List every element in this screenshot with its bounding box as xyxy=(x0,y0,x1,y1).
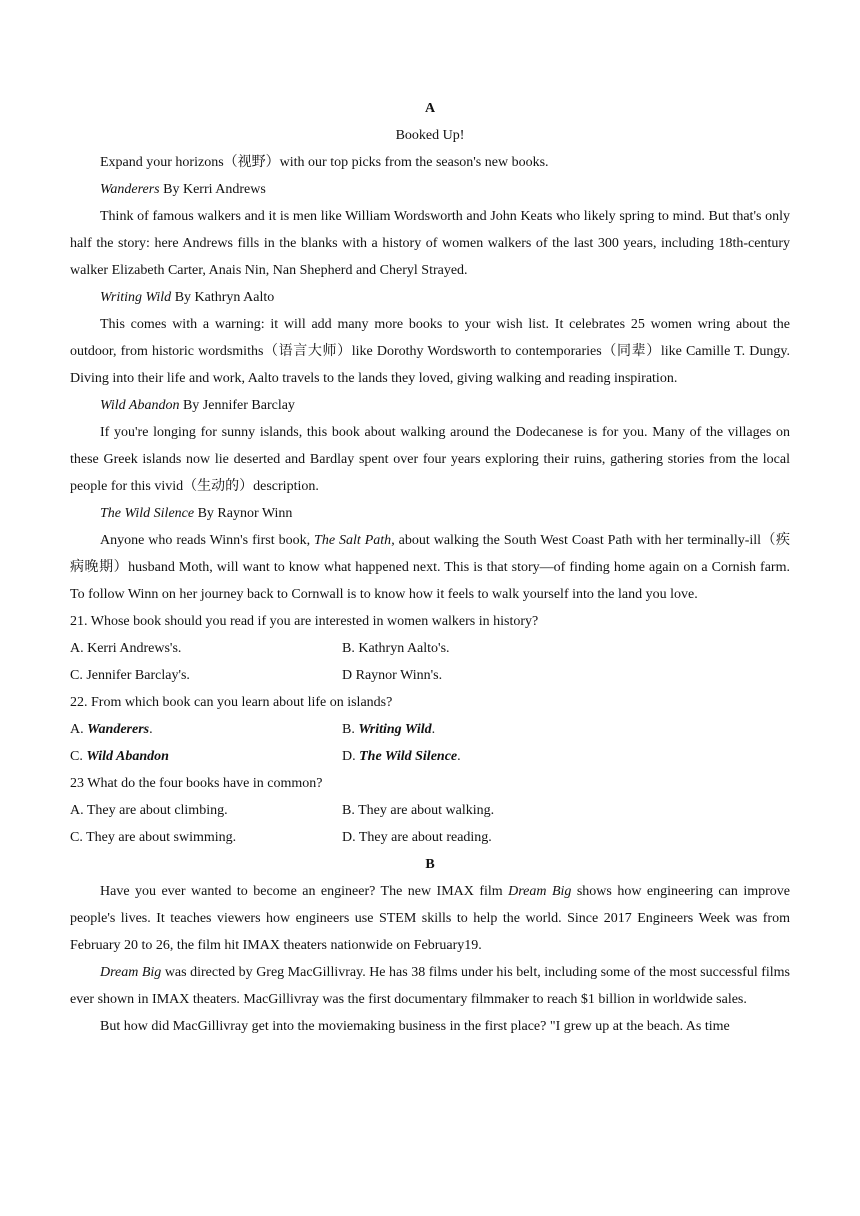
question-stem: 22. From which book can you learn about life on islands? xyxy=(70,695,393,710)
option-c xyxy=(70,743,342,770)
text-segment: Have you ever wanted to become an engineer? The new IMAX film xyxy=(100,884,509,899)
book-author: By Kerri Andrews xyxy=(159,182,266,197)
book-title: Writing Wild xyxy=(100,290,172,305)
option-text: Wanderers xyxy=(87,722,150,737)
book-heading xyxy=(70,392,790,419)
text-segment: Anyone who reads Winn's first book, xyxy=(100,533,315,548)
book-title: Wanderers xyxy=(100,182,160,197)
option-a: A. Kerri Andrews's. xyxy=(70,641,182,656)
text-segment: was directed by Greg MacGillivray. He has 38 films under his belt, including some of the most successful films ever shown in IMAX theaters. MacGillivray was the first documentary filmmaker to reach $1 billion in worldwide sales. xyxy=(70,965,790,1007)
option-punct: . xyxy=(457,749,461,764)
book-heading xyxy=(70,176,790,203)
book-heading xyxy=(70,500,790,527)
book-description: This comes with a warning: it will add many more books to your wish list. It celebrates 25 women wring about the outdoor, from historic wordsmiths（语言大师）like Dorothy Wordsworth to contemporaries（同辈）like Camille T. Dungy. Diving into their life and work, Aalto travels to the lands they loved, giving walking and reading inspiration. xyxy=(70,317,790,386)
passage-b-paragraph: But how did MacGillivray get into the moviemaking business in the first place? "I grew up at the beach. As time xyxy=(100,1019,730,1034)
book-title: The Wild Silence xyxy=(100,506,195,521)
option-row xyxy=(70,743,790,770)
film-title: Dream Big xyxy=(508,884,572,899)
option-c: C. Jennifer Barclay's. xyxy=(70,668,190,683)
option-row xyxy=(70,824,790,851)
book-heading xyxy=(70,284,790,311)
book-title-inline: The Salt Path xyxy=(314,533,392,548)
book-author: By Raynor Winn xyxy=(194,506,293,521)
option-letter: A. xyxy=(70,722,88,737)
option-b: B. They are about walking. xyxy=(342,803,495,818)
question-stem: 21. Whose book should you read if you are interested in women walkers in history? xyxy=(70,614,539,629)
book-description xyxy=(70,527,790,608)
passage-b-paragraph xyxy=(70,878,790,959)
option-punct: . xyxy=(149,722,153,737)
option-d: D. They are about reading. xyxy=(342,830,492,845)
passage-a-label: A xyxy=(424,101,436,116)
option-b: B. Kathryn Aalto's. xyxy=(342,641,450,656)
book-author: By Kathryn Aalto xyxy=(171,290,275,305)
option-d xyxy=(342,743,790,770)
option-c: C. They are about swimming. xyxy=(70,830,237,845)
text-segment: , about walking the South West Coast Path with her terminally-ill（疾病晚期）husband Moth, will want to know what happened next. This is that story—of finding home again on a Cornish farm. To follow Winn on her journey back to Cornwall is to know how it feels to walk yourself into the land you love. xyxy=(70,533,790,602)
question-stem: 23 What do the four books have in common? xyxy=(70,776,323,791)
option-row xyxy=(70,662,790,689)
option-text: Wild Abandon xyxy=(86,749,169,764)
option-letter: B. xyxy=(342,722,359,737)
book-author: By Jennifer Barclay xyxy=(179,398,295,413)
passage-b-paragraph xyxy=(70,959,790,1013)
option-letter: C. xyxy=(70,749,87,764)
option-row xyxy=(70,635,790,662)
option-a: A. They are about climbing. xyxy=(70,803,228,818)
option-punct: . xyxy=(431,722,436,737)
book-description: If you're longing for sunny islands, this book about walking around the Dodecanese is for you. Many of the villages on these Greek islands now lie deserted and Bardlay spent over four years exploring their ruins, gathering stories from the local people for this vivid（生动的）description. xyxy=(70,425,790,494)
option-b xyxy=(342,716,790,743)
option-row xyxy=(70,797,790,824)
option-row xyxy=(70,716,790,743)
passage-b-label: B xyxy=(425,857,435,872)
book-description: Think of famous walkers and it is men like William Wordsworth and John Keats who likely spring to mind. But that's only half the story: here Andrews fills in the blanks with a history of women walkers of the last 300 years, including 18th-century walker Elizabeth Carter, Anais Nin, Nan Shepherd and Cheryl Strayed. xyxy=(70,209,790,278)
film-title: Dream Big xyxy=(100,965,162,980)
book-title: Wild Abandon xyxy=(100,398,180,413)
option-d: D Raynor Winn's. xyxy=(342,668,443,683)
text-segment: shows how engineering can improve people's lives. It teaches viewers how engineers use STEM skills to help the world. Since 2017 Engineers Week was from February 20 to 26, the film hit IMAX theaters nationwide on February19. xyxy=(70,884,790,953)
option-a xyxy=(70,716,342,743)
option-text: Writing Wild xyxy=(358,722,432,737)
passage-a-intro: Expand your horizons（视野）with our top picks from the season's new books. xyxy=(100,155,549,170)
option-letter: D. xyxy=(342,749,360,764)
passage-a-title: Booked Up! xyxy=(395,128,465,143)
document-page xyxy=(70,95,790,1040)
option-text: The Wild Silence xyxy=(359,749,458,764)
